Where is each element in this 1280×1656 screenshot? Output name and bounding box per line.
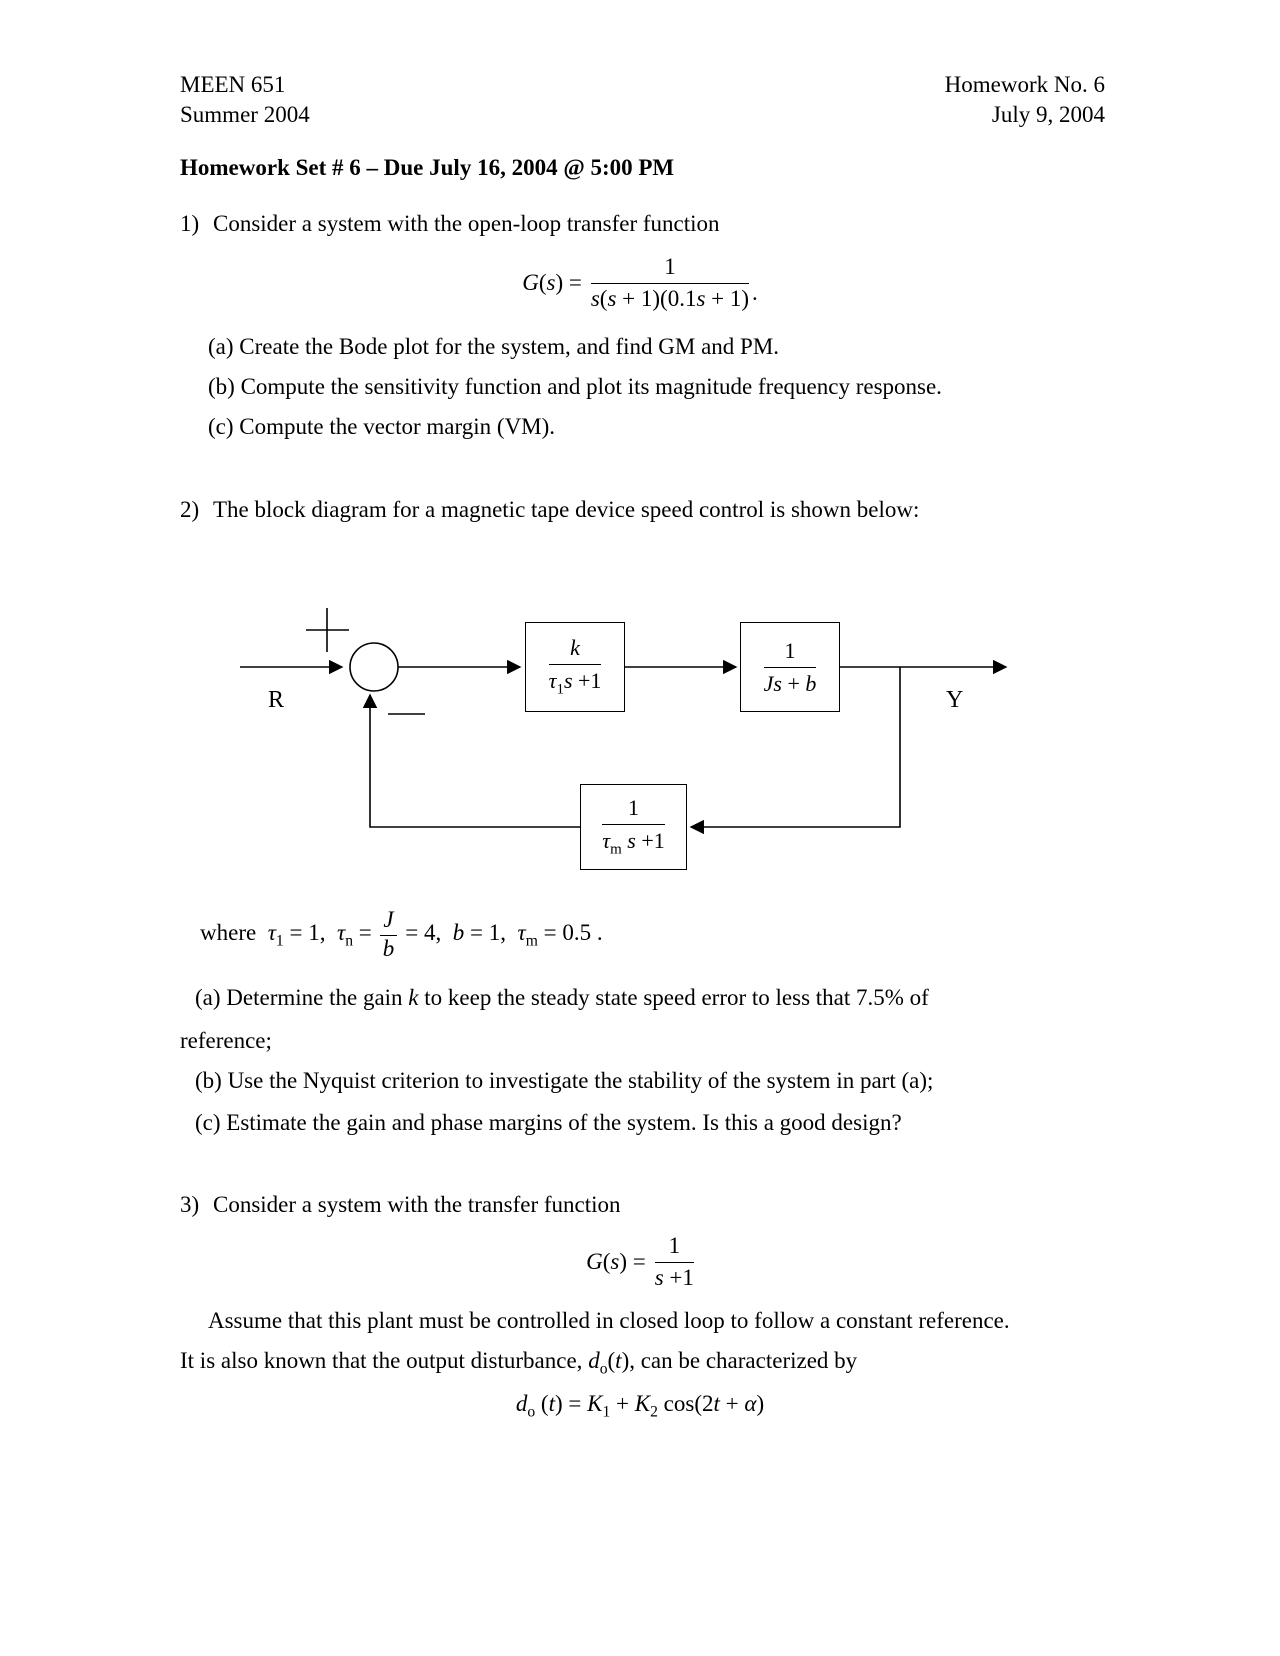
homework-number: Homework No. 6 <box>944 72 1105 97</box>
q1-equation-denominator: s(s + 1)(0.1s + 1) <box>590 286 750 311</box>
q3-body-line1: Assume that this plant must be controlled in closed loop to follow a constant reference. <box>208 1308 1010 1333</box>
q3-disturbance-equation-text: $d_o$ $(t) = K_1 + K_2$ cos(2t + α) <box>515 1390 765 1421</box>
q3-number: 3) <box>180 1192 200 1217</box>
q2-parameters-line <box>200 905 603 965</box>
plant-fraction <box>764 638 817 697</box>
plant-numerator: 1 <box>764 638 817 668</box>
q2-part-a-line1: (a) Determine the gain k to keep the steady state speed error to less that 7.5% of <box>195 985 929 1010</box>
feedback-block <box>580 784 687 870</box>
header-left <box>180 70 310 130</box>
where-post: = 4, b = 1, $\tau_m = 0.5$ . <box>405 919 603 950</box>
q1-equation-fraction <box>591 254 749 312</box>
where-fraction <box>380 907 398 964</box>
plant-block <box>740 622 840 712</box>
q3-equation-lhs: G(s) = <box>586 1249 646 1274</box>
where-frac-numerator: J <box>380 907 398 936</box>
q3-intro-line <box>180 1192 621 1218</box>
q2-intro-line <box>180 497 919 523</box>
q1-intro-line <box>180 211 720 237</box>
controller-fraction <box>549 635 602 698</box>
q1-equation-period: . <box>752 280 758 305</box>
q1-part-a: (a) Create the Bode plot for the system, and find GM and PM. <box>208 334 780 359</box>
header-right <box>945 70 1105 130</box>
q1-part-b: (b) Compute the sensitivity function and plot its magnitude frequency response. <box>208 374 942 399</box>
course-term: Summer 2004 <box>180 102 310 127</box>
q2-part-c: (c) Estimate the gain and phase margins of the system. Is this a good design? <box>195 1110 902 1135</box>
input-signal-label: R <box>268 687 285 713</box>
summing-junction <box>350 643 398 691</box>
where-frac-denominator: b <box>382 935 395 961</box>
q3-disturbance-equation <box>0 1386 1280 1426</box>
where-pre: where $\tau_1 = 1$, $\tau_n$ = <box>200 919 372 950</box>
feedback-fraction <box>602 795 665 858</box>
q1-number: 1) <box>180 211 200 236</box>
plant-denominator: Js + b <box>763 670 817 696</box>
block-diagram <box>0 575 1280 895</box>
q3-equation-numerator: 1 <box>655 1233 694 1263</box>
controller-denominator: $\tau_1s +1$ <box>548 668 602 698</box>
page-title: Homework Set # 6 – Due July 16, 2004 @ 5:00 PM <box>180 155 675 180</box>
q2-part-b: (b) Use the Nyquist criterion to investigate the stability of the system in part (a); <box>195 1068 934 1093</box>
feedback-numerator: 1 <box>602 795 665 825</box>
plus-sign <box>306 608 349 652</box>
q2-number: 2) <box>180 497 200 522</box>
q1-part-c: (c) Compute the vector margin (VM). <box>208 414 556 439</box>
q1-intro-text: Consider a system with the open-loop transfer function <box>213 211 720 236</box>
q1-equation <box>0 250 1280 316</box>
output-signal-label: Y <box>946 687 964 713</box>
q3-body-line2: It is also known that the output disturbance, $d_o(t)$, can be characterized by <box>180 1348 858 1378</box>
q3-equation <box>0 1229 1280 1295</box>
q3-equation-denominator: s +1 <box>654 1265 694 1290</box>
q1-equation-numerator: 1 <box>591 254 749 284</box>
q2-part-a-line2: reference; <box>180 1028 272 1053</box>
q3-intro-text: Consider a system with the transfer function <box>213 1192 621 1217</box>
controller-numerator: k <box>549 635 602 665</box>
feedback-denominator: $\tau_m$ s +1 <box>602 828 665 858</box>
homework-date: July 9, 2004 <box>991 102 1105 127</box>
q2-intro-text: The block diagram for a magnetic tape device speed control is shown below: <box>213 497 920 522</box>
controller-block <box>525 622 625 712</box>
q1-equation-lhs: G(s) = <box>522 270 582 295</box>
course-code: MEEN 651 <box>180 72 286 97</box>
q3-equation-fraction <box>655 1233 694 1291</box>
